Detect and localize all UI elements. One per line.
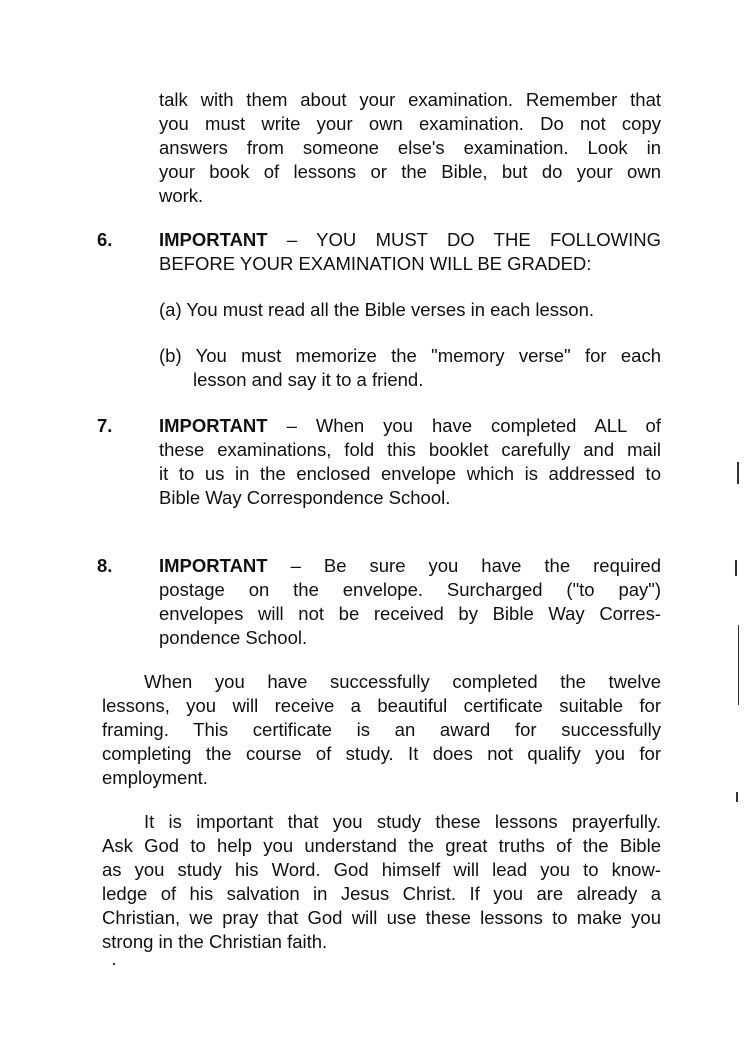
item-7-line-4: Bible Way Correspondence School. — [159, 487, 451, 508]
item-6-sub-b — [159, 344, 661, 392]
prayer-line: Christian, we pray that God will use these lessons to make you — [102, 907, 661, 928]
item-6-line-1 — [159, 228, 661, 252]
important-keyword: IMPORTANT — [159, 555, 268, 576]
item-7-number: 7. — [97, 415, 113, 436]
item-8-line-1-rest: – Be sure you have the required — [267, 555, 661, 576]
item-6-sub-b-line-2: lesson and say it to a friend. — [193, 369, 424, 390]
intro-line: work. — [159, 185, 204, 206]
item-6 — [159, 228, 661, 276]
item-6-sub-a: (a) You must read all the Bible verses in each lesson. — [159, 299, 594, 320]
scan-artifact-mark — [737, 462, 739, 484]
item-7-line-3: it to us in the enclosed envelope which is addressed to — [159, 463, 661, 484]
item-8-number: 8. — [97, 555, 113, 576]
prayer-line: strong in the Christian faith. — [102, 931, 328, 952]
important-keyword: IMPORTANT — [159, 415, 268, 436]
intro-line: you must write your own examination. Do not copy — [159, 113, 661, 134]
scan-artifact-mark — [736, 792, 738, 802]
certificate-line: completing the course of study. It does not qualify you for — [102, 743, 661, 764]
prayer-line: It is important that you study these lessons prayerfully. — [144, 811, 661, 832]
item-6-line-2: BEFORE YOUR EXAMINATION WILL BE GRADED: — [159, 253, 592, 274]
scan-artifact-mark — [113, 963, 115, 965]
item-8-line-1 — [159, 554, 661, 578]
item-6-number: 6. — [97, 229, 113, 250]
certificate-line: framing. This certificate is an award for successfully — [102, 719, 661, 740]
item-8-line-4: pondence School. — [159, 627, 308, 648]
intro-line: talk with them about your examination. Remember that — [159, 89, 661, 110]
item-6-sub-b-line-1: (b) You must memorize the "memory verse" for each — [159, 345, 661, 366]
important-keyword: IMPORTANT — [159, 229, 268, 250]
certificate-line: employment. — [102, 767, 208, 788]
certificate-line: When you have successfully completed the twelve — [144, 671, 661, 692]
certificate-line: lessons, you will receive a beautiful certificate suitable for — [102, 695, 661, 716]
item-7-line-1 — [159, 414, 661, 438]
prayer-line: ledge of his salvation in Jesus Christ. If you are already a — [102, 883, 661, 904]
intro-line: answers from someone else's examination. Look in — [159, 137, 661, 158]
intro-paragraph — [159, 88, 661, 208]
prayer-paragraph — [102, 810, 661, 954]
scan-artifact-mark — [735, 560, 737, 576]
prayer-line: as you study his Word. God himself will lead you to know- — [102, 859, 661, 880]
prayer-line: Ask God to help you understand the great truths of the Bible — [102, 835, 661, 856]
item-7 — [159, 414, 661, 510]
item-8-line-3: envelopes will not be received by Bible Way Corres- — [159, 603, 661, 624]
item-8-line-2: postage on the envelope. Surcharged ("to pay") — [159, 579, 661, 600]
item-7-line-1-rest: – When you have completed ALL of — [267, 415, 661, 436]
item-8 — [159, 554, 661, 650]
item-7-line-2: these examinations, fold this booklet carefully and mail — [159, 439, 661, 460]
item-6-line-1-rest: – YOU MUST DO THE FOLLOWING — [267, 229, 661, 250]
certificate-paragraph — [102, 670, 661, 790]
intro-line: your book of lessons or the Bible, but do your own — [159, 161, 661, 182]
scan-artifact-mark — [738, 625, 739, 705]
